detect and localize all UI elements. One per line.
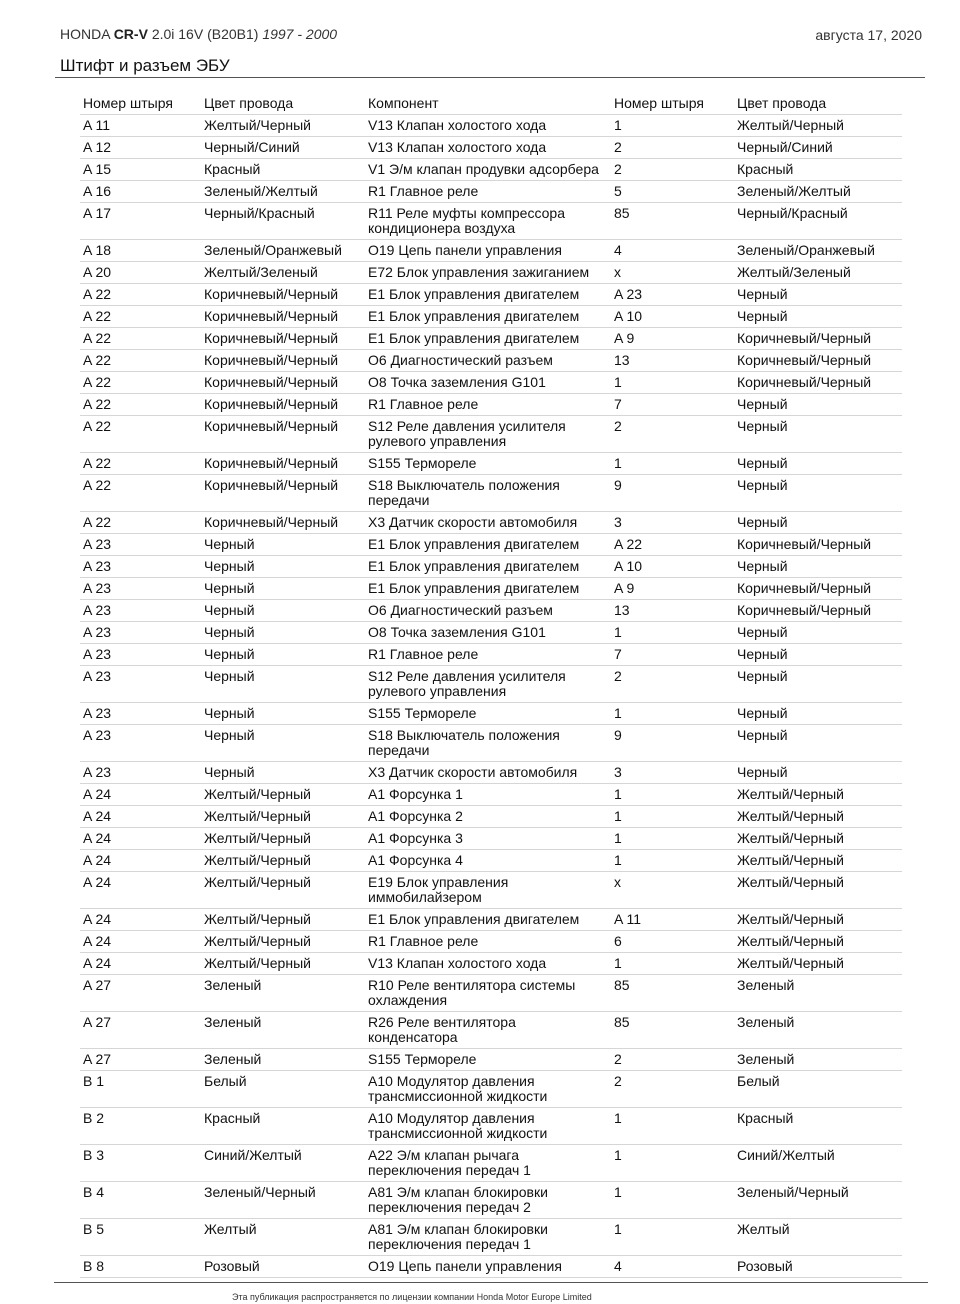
table-row xyxy=(80,644,902,666)
component-pin-cell: 1 xyxy=(614,455,622,471)
wire-color-cell: Черный xyxy=(204,580,255,596)
component-pin-cell: 7 xyxy=(614,646,622,662)
wire-color-cell: Коричневый/Черный xyxy=(204,418,339,434)
component-wire-color-cell: Желтый/Черный xyxy=(737,830,844,846)
table-row xyxy=(80,1012,902,1049)
component-pin-cell: A 11 xyxy=(614,911,641,927)
pin-cell: A 12 xyxy=(83,139,112,155)
component-pin-cell: A 23 xyxy=(614,286,643,302)
pin-cell: A 17 xyxy=(83,205,112,221)
component-wire-color-cell: Белый xyxy=(737,1073,780,1089)
engine-spec: 2.0i 16V (B20B1) xyxy=(151,26,259,42)
component-cell: O8 Точка заземления G101 xyxy=(368,374,546,390)
pin-cell: A 23 xyxy=(83,727,112,743)
table-row xyxy=(80,1182,902,1219)
component-wire-color-cell: Зеленый/Черный xyxy=(737,1184,849,1200)
pin-cell: A 23 xyxy=(83,705,112,721)
wire-color-cell: Желтый/Зеленый xyxy=(204,264,318,280)
wire-color-cell: Коричневый/Черный xyxy=(204,455,339,471)
pin-cell: A 18 xyxy=(83,242,112,258)
component-pin-cell: 1 xyxy=(614,374,622,390)
component-pin-cell: x xyxy=(614,874,621,890)
table-row xyxy=(80,416,902,453)
component-wire-color-cell: Черный xyxy=(737,514,788,530)
component-pin-cell: 4 xyxy=(614,1258,622,1274)
component-cell: R1 Главное реле xyxy=(368,183,479,199)
component-cell: O19 Цепь панели управления xyxy=(368,242,562,258)
component-wire-color-cell: Черный xyxy=(737,705,788,721)
wire-color-cell: Желтый/Черный xyxy=(204,911,311,927)
component-pin-cell: 9 xyxy=(614,477,622,493)
wire-color-cell: Красный xyxy=(204,1110,261,1126)
pin-cell: A 22 xyxy=(83,396,112,412)
component-wire-color-cell: Черный xyxy=(737,418,788,434)
pin-cell: A 24 xyxy=(83,808,112,824)
component-pin-cell: 1 xyxy=(614,1110,622,1126)
component-pin-cell: 1 xyxy=(614,705,622,721)
table-row xyxy=(80,350,902,372)
wire-color-cell: Черный xyxy=(204,558,255,574)
component-pin-cell: 3 xyxy=(614,514,622,530)
component-wire-color-cell: Черный xyxy=(737,396,788,412)
table-row xyxy=(80,328,902,350)
wire-color-cell: Белый xyxy=(204,1073,247,1089)
pin-cell: A 23 xyxy=(83,558,112,574)
component-pin-cell: 85 xyxy=(614,205,630,221)
wire-color-cell: Черный/Синий xyxy=(204,139,300,155)
component-cell: O6 Диагностический разъем xyxy=(368,352,553,368)
table-row xyxy=(80,262,902,284)
table-row xyxy=(80,1256,902,1278)
wire-color-cell: Желтый/Черный xyxy=(204,955,311,971)
component-pin-cell: 1 xyxy=(614,117,622,133)
component-pin-cell: 2 xyxy=(614,418,622,434)
pin-cell: A 16 xyxy=(83,183,112,199)
table-row xyxy=(80,453,902,475)
component-wire-color-cell: Черный xyxy=(737,308,788,324)
pin-cell: A 22 xyxy=(83,418,112,434)
pin-cell: A 22 xyxy=(83,477,112,493)
component-wire-color-cell: Черный xyxy=(737,558,788,574)
pin-cell: A 23 xyxy=(83,624,112,640)
component-cell: R1 Главное реле xyxy=(368,646,479,662)
pin-cell: A 23 xyxy=(83,602,112,618)
wire-color-cell: Желтый/Черный xyxy=(204,933,311,949)
component-wire-color-cell: Зеленый/Желтый xyxy=(737,183,851,199)
component-cell: V13 Клапан холостого хода xyxy=(368,955,547,971)
component-wire-color-cell: Желтый/Черный xyxy=(737,808,844,824)
component-wire-color-cell: Желтый/Черный xyxy=(737,874,844,890)
table-row xyxy=(80,181,902,203)
table-row xyxy=(80,115,902,137)
component-cell: S12 Реле давления усилителя рулевого управления xyxy=(368,668,566,699)
component-wire-color-cell: Желтый/Черный xyxy=(737,852,844,868)
component-cell: E1 Блок управления двигателем xyxy=(368,330,580,346)
wire-color-cell: Зеленый xyxy=(204,1014,262,1030)
pin-cell: A 24 xyxy=(83,933,112,949)
pin-cell: A 24 xyxy=(83,874,112,890)
component-cell: R26 Реле вентилятора конденсатора xyxy=(368,1014,516,1045)
pinout-table xyxy=(80,93,902,1278)
wire-color-cell: Зеленый/Черный xyxy=(204,1184,316,1200)
license-footer: Эта публикация распространяется по лицензии компании Honda Motor Europe Limited xyxy=(232,1292,592,1302)
component-wire-color-cell: Желтый/Черный xyxy=(737,911,844,927)
component-wire-color-cell: Желтый/Черный xyxy=(737,786,844,802)
pin-cell: A 20 xyxy=(83,264,112,280)
pin-cell: A 22 xyxy=(83,286,112,302)
wire-color-cell: Желтый/Черный xyxy=(204,786,311,802)
table-row xyxy=(80,909,902,931)
wire-color-cell: Коричневый/Черный xyxy=(204,286,339,302)
table-row xyxy=(80,600,902,622)
component-cell: S155 Термореле xyxy=(368,1051,477,1067)
pin-cell: A 22 xyxy=(83,352,112,368)
pin-cell: A 11 xyxy=(83,117,110,133)
component-wire-color-cell: Черный xyxy=(737,668,788,684)
wire-color-cell: Коричневый/Черный xyxy=(204,514,339,530)
component-cell: A10 Модулятор давления трансмиссионной жидкости xyxy=(368,1110,548,1141)
component-pin-cell: 4 xyxy=(614,242,622,258)
component-wire-color-cell: Черный xyxy=(737,764,788,780)
table-row xyxy=(80,666,902,703)
pin-cell: A 22 xyxy=(83,308,112,324)
component-cell: E1 Блок управления двигателем xyxy=(368,911,580,927)
wire-color-cell: Синий/Желтый xyxy=(204,1147,302,1163)
table-body xyxy=(80,115,902,1278)
component-pin-cell: 1 xyxy=(614,830,622,846)
component-wire-color-cell: Желтый xyxy=(737,1221,790,1237)
component-pin-cell: 2 xyxy=(614,139,622,155)
component-cell: V1 Э/м клапан продувки адсорбера xyxy=(368,161,599,177)
component-wire-color-cell: Коричневый/Черный xyxy=(737,352,872,368)
component-wire-color-cell: Зеленый/Оранжевый xyxy=(737,242,875,258)
component-cell: E1 Блок управления двигателем xyxy=(368,536,580,552)
table-row xyxy=(80,512,902,534)
model-name: CR-V xyxy=(113,26,148,42)
wire-color-cell: Зеленый xyxy=(204,1051,262,1067)
component-pin-cell: 1 xyxy=(614,1184,622,1200)
component-pin-cell: 9 xyxy=(614,727,622,743)
component-cell: A81 Э/м клапан блокировки переключения передач 1 xyxy=(368,1221,548,1252)
pin-cell: A 22 xyxy=(83,455,112,471)
pin-cell: A 24 xyxy=(83,786,112,802)
component-cell: E1 Блок управления двигателем xyxy=(368,286,580,302)
component-wire-color-cell: Коричневый/Черный xyxy=(737,374,872,390)
component-cell: X3 Датчик скорости автомобиля xyxy=(368,764,578,780)
component-wire-color-cell: Желтый/Черный xyxy=(737,117,844,133)
component-cell: A1 Форсунка 1 xyxy=(368,786,463,802)
component-wire-color-cell: Зеленый xyxy=(737,1014,795,1030)
component-pin-cell: 7 xyxy=(614,396,622,412)
component-pin-cell: 85 xyxy=(614,1014,630,1030)
component-wire-color-cell: Зеленый xyxy=(737,977,795,993)
pin-cell: B 5 xyxy=(83,1221,105,1237)
wire-color-cell: Черный xyxy=(204,624,255,640)
component-pin-cell: 1 xyxy=(614,1147,622,1163)
wire-color-cell: Черный xyxy=(204,668,255,684)
component-cell: A22 Э/м клапан рычага переключения передач 1 xyxy=(368,1147,531,1178)
document-date: августа 17, 2020 xyxy=(815,27,922,43)
component-cell: V13 Клапан холостого хода xyxy=(368,139,547,155)
component-wire-color-cell: Коричневый/Черный xyxy=(737,536,872,552)
component-cell: R1 Главное реле xyxy=(368,933,479,949)
component-wire-color-cell: Красный xyxy=(737,161,794,177)
pin-cell: A 22 xyxy=(83,374,112,390)
wire-color-cell: Черный xyxy=(204,536,255,552)
component-pin-cell: A 22 xyxy=(614,536,643,552)
table-row xyxy=(80,725,902,762)
component-cell: O8 Точка заземления G101 xyxy=(368,624,546,640)
table-row xyxy=(80,1108,902,1145)
column-header-pin: Номер штыря xyxy=(83,95,173,111)
component-pin-cell: 5 xyxy=(614,183,622,199)
component-cell: S155 Термореле xyxy=(368,705,477,721)
component-cell: E72 Блок управления зажиганием xyxy=(368,264,590,280)
table-row xyxy=(80,137,902,159)
component-wire-color-cell: Черный xyxy=(737,727,788,743)
component-wire-color-cell: Коричневый/Черный xyxy=(737,330,872,346)
component-cell: O19 Цепь панели управления xyxy=(368,1258,562,1274)
component-cell: A1 Форсунка 3 xyxy=(368,830,463,846)
component-pin-cell: 1 xyxy=(614,955,622,971)
component-wire-color-cell: Коричневый/Черный xyxy=(737,580,872,596)
table-row xyxy=(80,203,902,240)
pin-cell: B 3 xyxy=(83,1147,105,1163)
table-row xyxy=(80,806,902,828)
table-row xyxy=(80,1049,902,1071)
pin-cell: B 8 xyxy=(83,1258,105,1274)
wire-color-cell: Желтый/Черный xyxy=(204,874,311,890)
component-pin-cell: 13 xyxy=(614,602,630,618)
pin-cell: A 24 xyxy=(83,911,112,927)
column-header-component-wire-color: Цвет провода xyxy=(737,95,827,111)
footer-divider xyxy=(54,1282,928,1283)
brand-name: HONDA xyxy=(60,26,110,42)
pin-cell: A 23 xyxy=(83,536,112,552)
component-cell: S18 Выключатель положения передачи xyxy=(368,727,560,758)
table-row xyxy=(80,240,902,262)
table-row xyxy=(80,394,902,416)
wire-color-cell: Зеленый xyxy=(204,977,262,993)
component-pin-cell: A 10 xyxy=(614,308,643,324)
component-cell: R1 Главное реле xyxy=(368,396,479,412)
pin-cell: A 24 xyxy=(83,955,112,971)
component-wire-color-cell: Черный/Синий xyxy=(737,139,833,155)
component-pin-cell: 1 xyxy=(614,786,622,802)
wire-color-cell: Черный xyxy=(204,705,255,721)
component-pin-cell: 2 xyxy=(614,1073,622,1089)
table-row xyxy=(80,372,902,394)
component-cell: E1 Блок управления двигателем xyxy=(368,580,580,596)
wire-color-cell: Желтый/Черный xyxy=(204,852,311,868)
title-divider xyxy=(55,77,925,78)
component-wire-color-cell: Коричневый/Черный xyxy=(737,602,872,618)
wire-color-cell: Черный/Красный xyxy=(204,205,315,221)
wire-color-cell: Черный xyxy=(204,764,255,780)
component-pin-cell: 3 xyxy=(614,764,622,780)
component-pin-cell: 2 xyxy=(614,1051,622,1067)
component-cell: A1 Форсунка 2 xyxy=(368,808,463,824)
table-row xyxy=(80,622,902,644)
component-pin-cell: 1 xyxy=(614,808,622,824)
component-cell: S12 Реле давления усилителя рулевого управления xyxy=(368,418,566,449)
table-row xyxy=(80,762,902,784)
component-cell: E1 Блок управления двигателем xyxy=(368,558,580,574)
component-pin-cell: A 10 xyxy=(614,558,643,574)
wire-color-cell: Желтый/Черный xyxy=(204,830,311,846)
component-wire-color-cell: Розовый xyxy=(737,1258,793,1274)
pin-cell: A 22 xyxy=(83,514,112,530)
wire-color-cell: Зеленый/Оранжевый xyxy=(204,242,342,258)
pin-cell: A 27 xyxy=(83,1051,112,1067)
component-wire-color-cell: Черный xyxy=(737,455,788,471)
wire-color-cell: Черный xyxy=(204,646,255,662)
component-cell: S155 Термореле xyxy=(368,455,477,471)
component-pin-cell: A 9 xyxy=(614,330,635,346)
page-title: Штифт и разъем ЭБУ xyxy=(60,56,230,75)
table-row xyxy=(80,703,902,725)
pin-cell: A 27 xyxy=(83,1014,112,1030)
wire-color-cell: Коричневый/Черный xyxy=(204,374,339,390)
component-wire-color-cell: Черный xyxy=(737,646,788,662)
component-cell: A10 Модулятор давления трансмиссионной жидкости xyxy=(368,1073,548,1104)
wire-color-cell: Зеленый/Желтый xyxy=(204,183,318,199)
component-cell: E1 Блок управления двигателем xyxy=(368,308,580,324)
component-cell: V13 Клапан холостого хода xyxy=(368,117,547,133)
component-wire-color-cell: Черный/Красный xyxy=(737,205,848,221)
table-row xyxy=(80,578,902,600)
pin-cell: B 4 xyxy=(83,1184,105,1200)
pin-cell: A 15 xyxy=(83,161,112,177)
pin-cell: A 23 xyxy=(83,668,112,684)
table-row xyxy=(80,1145,902,1182)
component-wire-color-cell: Зеленый xyxy=(737,1051,795,1067)
pin-cell: A 23 xyxy=(83,764,112,780)
pin-cell: A 22 xyxy=(83,330,112,346)
pin-cell: A 24 xyxy=(83,830,112,846)
column-header-component: Компонент xyxy=(368,95,439,111)
component-pin-cell: 2 xyxy=(614,668,622,684)
document-header xyxy=(60,26,337,42)
component-wire-color-cell: Желтый/Черный xyxy=(737,955,844,971)
component-wire-color-cell: Красный xyxy=(737,1110,794,1126)
table-row xyxy=(80,284,902,306)
component-pin-cell: 1 xyxy=(614,852,622,868)
wire-color-cell: Коричневый/Черный xyxy=(204,308,339,324)
component-wire-color-cell: Черный xyxy=(737,286,788,302)
component-pin-cell: 13 xyxy=(614,352,630,368)
wire-color-cell: Черный xyxy=(204,602,255,618)
component-wire-color-cell: Черный xyxy=(737,624,788,640)
wire-color-cell: Коричневый/Черный xyxy=(204,477,339,493)
wire-color-cell: Желтый/Черный xyxy=(204,117,311,133)
component-pin-cell: 6 xyxy=(614,933,622,949)
component-cell: R11 Реле муфты компрессора кондиционера воздуха xyxy=(368,205,565,236)
component-wire-color-cell: Желтый/Черный xyxy=(737,933,844,949)
pin-cell: A 24 xyxy=(83,852,112,868)
table-row xyxy=(80,556,902,578)
table-row xyxy=(80,953,902,975)
component-pin-cell: 1 xyxy=(614,624,622,640)
wire-color-cell: Розовый xyxy=(204,1258,260,1274)
wire-color-cell: Красный xyxy=(204,161,261,177)
pin-cell: A 23 xyxy=(83,580,112,596)
pin-cell: B 1 xyxy=(83,1073,105,1089)
component-pin-cell: x xyxy=(614,264,621,280)
component-cell: R10 Реле вентилятора системы охлаждения xyxy=(368,977,576,1008)
wire-color-cell: Желтый xyxy=(204,1221,257,1237)
wire-color-cell: Черный xyxy=(204,727,255,743)
component-wire-color-cell: Черный xyxy=(737,477,788,493)
pin-cell: B 2 xyxy=(83,1110,105,1126)
component-pin-cell: 1 xyxy=(614,1221,622,1237)
table-row xyxy=(80,475,902,512)
table-row xyxy=(80,931,902,953)
wire-color-cell: Коричневый/Черный xyxy=(204,330,339,346)
table-row xyxy=(80,784,902,806)
component-cell: S18 Выключатель положения передачи xyxy=(368,477,560,508)
table-header-row xyxy=(80,93,902,115)
component-wire-color-cell: Синий/Желтый xyxy=(737,1147,835,1163)
component-pin-cell: 2 xyxy=(614,161,622,177)
component-cell: X3 Датчик скорости автомобиля xyxy=(368,514,578,530)
table-row xyxy=(80,872,902,909)
model-years: 1997 - 2000 xyxy=(262,26,338,42)
wire-color-cell: Коричневый/Черный xyxy=(204,396,339,412)
component-cell: E19 Блок управления иммобилайзером xyxy=(368,874,509,905)
component-cell: A1 Форсунка 4 xyxy=(368,852,463,868)
table-row xyxy=(80,975,902,1012)
wire-color-cell: Желтый/Черный xyxy=(204,808,311,824)
component-cell: O6 Диагностический разъем xyxy=(368,602,553,618)
table-row xyxy=(80,1071,902,1108)
column-header-wire-color: Цвет провода xyxy=(204,95,294,111)
wire-color-cell: Коричневый/Черный xyxy=(204,352,339,368)
table-row xyxy=(80,159,902,181)
component-pin-cell: A 9 xyxy=(614,580,635,596)
table-row xyxy=(80,828,902,850)
table-row xyxy=(80,850,902,872)
table-row xyxy=(80,1219,902,1256)
table-row xyxy=(80,306,902,328)
column-header-component-pin: Номер штыря xyxy=(614,95,704,111)
pin-cell: A 27 xyxy=(83,977,112,993)
component-cell: A81 Э/м клапан блокировки переключения передач 2 xyxy=(368,1184,548,1215)
pin-cell: A 23 xyxy=(83,646,112,662)
component-wire-color-cell: Желтый/Зеленый xyxy=(737,264,851,280)
table-row xyxy=(80,534,902,556)
component-pin-cell: 85 xyxy=(614,977,630,993)
